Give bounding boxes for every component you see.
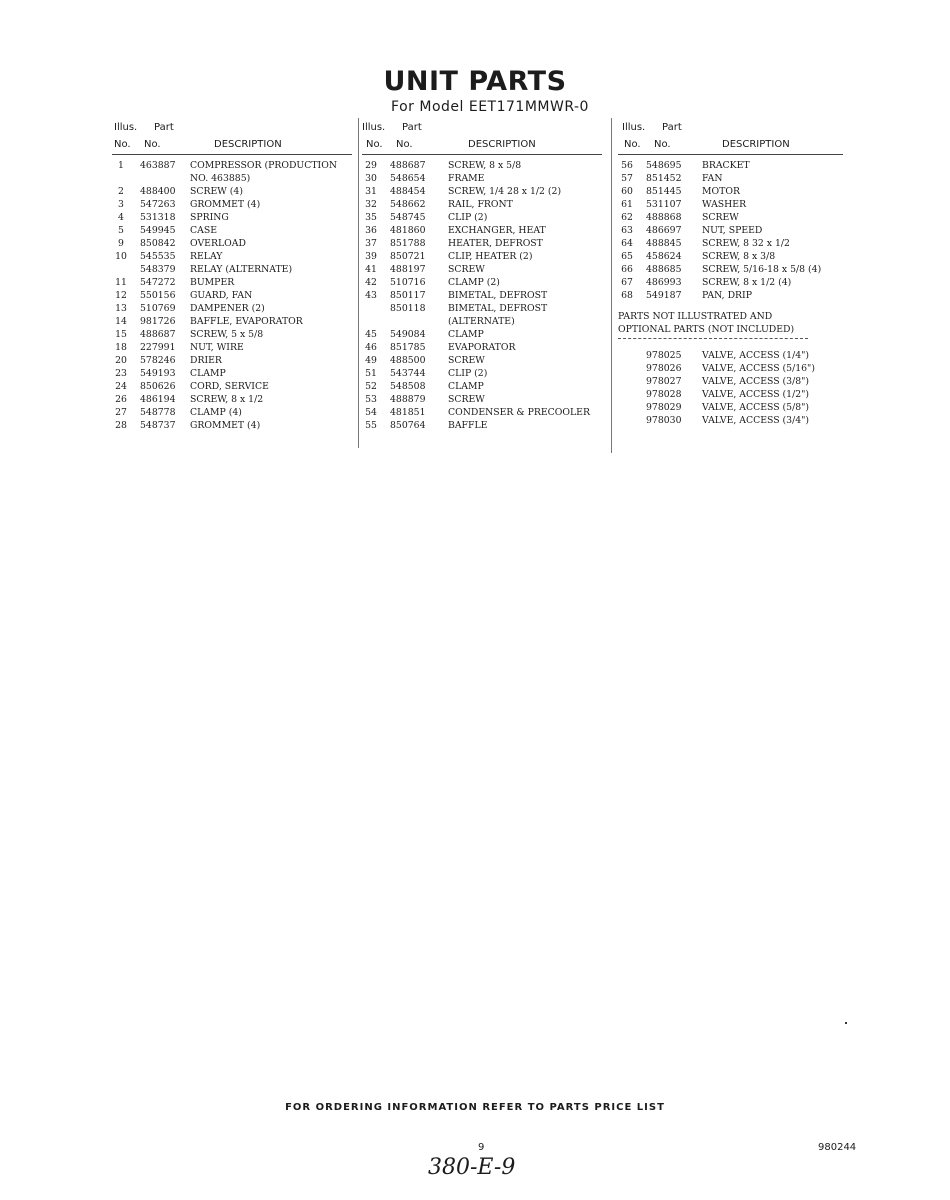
part-number: 978028 — [646, 389, 682, 400]
part-row — [112, 406, 352, 419]
part-description: SCREW, 8 x 3/8 — [702, 251, 776, 262]
part-row — [112, 276, 352, 289]
part-no-label: No. — [396, 139, 413, 150]
part-number: 458624 — [646, 251, 682, 262]
part-row — [112, 198, 352, 211]
part-number: 488454 — [390, 186, 426, 197]
part-number: 548745 — [390, 212, 426, 223]
part-description: RAIL, FRONT — [448, 199, 513, 210]
illus-number: 28 — [115, 420, 127, 431]
part-row — [618, 250, 843, 263]
part-row — [362, 250, 602, 263]
part-number: 549187 — [646, 290, 682, 301]
part-number: 227991 — [140, 342, 176, 353]
illus-number: 45 — [365, 329, 377, 340]
part-row — [618, 263, 843, 276]
illus-number: 24 — [115, 381, 127, 392]
part-row — [618, 401, 843, 414]
part-description: CLAMP (4) — [190, 407, 242, 418]
part-description: EXCHANGER, HEAT — [448, 225, 546, 236]
illus-number: 9 — [118, 238, 124, 249]
part-number: 850117 — [390, 290, 426, 301]
part-number: 548778 — [140, 407, 176, 418]
part-number: 850626 — [140, 381, 176, 392]
part-number: 548695 — [646, 160, 682, 171]
parts-column-2 — [362, 118, 602, 432]
part-number: 488685 — [646, 264, 682, 275]
part-number: 510716 — [390, 277, 426, 288]
part-description: CLAMP — [190, 368, 226, 379]
part-row — [112, 211, 352, 224]
illus-number: 66 — [621, 264, 633, 275]
part-row — [112, 302, 352, 315]
part-row — [112, 237, 352, 250]
part-row — [112, 328, 352, 341]
part-number: 547263 — [140, 199, 176, 210]
part-row — [112, 185, 352, 198]
part-description: NUT, SPEED — [702, 225, 763, 236]
illus-number: 27 — [115, 407, 127, 418]
part-number: 981726 — [140, 316, 176, 327]
part-number: 978030 — [646, 415, 682, 426]
part-number: 488197 — [390, 264, 426, 275]
illus-number: 36 — [365, 225, 377, 236]
part-row — [618, 198, 843, 211]
illus-number: 2 — [118, 186, 124, 197]
column-divider — [611, 118, 612, 453]
illus-number: 18 — [115, 342, 127, 353]
part-description: SCREW — [448, 264, 485, 275]
part-description: CLAMP — [448, 381, 484, 392]
parts-column-1 — [112, 118, 352, 432]
part-row — [618, 362, 843, 375]
parts-list — [618, 159, 843, 302]
illus-number: 30 — [365, 173, 377, 184]
column-header — [618, 118, 843, 158]
part-description: OVERLOAD — [190, 238, 246, 249]
part-row — [618, 211, 843, 224]
part-row — [112, 172, 352, 185]
part-description: FRAME — [448, 173, 485, 184]
part-row — [112, 354, 352, 367]
part-description: EVAPORATOR — [448, 342, 516, 353]
part-description: CORD, SERVICE — [190, 381, 269, 392]
part-row — [362, 328, 602, 341]
part-description: CLIP, HEATER (2) — [448, 251, 533, 262]
illus-number: 3 — [118, 199, 124, 210]
part-number: 548379 — [140, 264, 176, 275]
part-number: 850118 — [390, 303, 426, 314]
part-description: SCREW (4) — [190, 186, 243, 197]
part-description: NUT, WIRE — [190, 342, 244, 353]
part-description: RELAY — [190, 251, 223, 262]
illus-number: 13 — [115, 303, 127, 314]
part-number: 545535 — [140, 251, 176, 262]
illus-no-label: No. — [114, 139, 131, 150]
part-row — [362, 172, 602, 185]
illus-number: 41 — [365, 264, 377, 275]
part-number: 978026 — [646, 363, 682, 374]
part-row — [618, 224, 843, 237]
part-description: CONDENSER & PRECOOLER — [448, 407, 590, 418]
illus-number: 5 — [118, 225, 124, 236]
part-number: 549945 — [140, 225, 176, 236]
illus-number: 26 — [115, 394, 127, 405]
note-line-2: OPTIONAL PARTS (NOT INCLUDED) — [618, 324, 795, 335]
illus-number: 57 — [621, 173, 633, 184]
optional-parts-list — [618, 349, 843, 427]
part-number: 549084 — [390, 329, 426, 340]
part-description: DAMPENER (2) — [190, 303, 265, 314]
part-description: PAN, DRIP — [702, 290, 752, 301]
illus-number: 4 — [118, 212, 124, 223]
illus-number: 35 — [365, 212, 377, 223]
header-rule — [362, 154, 602, 155]
page-title: UNIT PARTS — [383, 66, 567, 97]
part-row — [362, 406, 602, 419]
part-description: CLIP (2) — [448, 368, 488, 379]
part-description: CLAMP (2) — [448, 277, 500, 288]
part-description: BIMETAL, DEFROST — [448, 290, 548, 301]
illus-label: Illus. — [362, 122, 386, 133]
illus-number: 51 — [365, 368, 377, 379]
part-row — [362, 302, 602, 315]
part-row — [618, 414, 843, 427]
parts-list — [112, 159, 352, 432]
part-description: CLIP (2) — [448, 212, 488, 223]
part-description: SCREW, 5/16-18 x 5/8 (4) — [702, 264, 822, 275]
not-illustrated-note — [618, 310, 843, 336]
part-number: 488879 — [390, 394, 426, 405]
illus-number: 42 — [365, 277, 377, 288]
part-description: VALVE, ACCESS (3/8") — [702, 376, 810, 387]
part-number: 510769 — [140, 303, 176, 314]
illus-number: 10 — [115, 251, 127, 262]
part-description: GROMMET (4) — [190, 199, 261, 210]
part-row — [362, 263, 602, 276]
illus-number: 15 — [115, 329, 127, 340]
part-row — [362, 198, 602, 211]
parts-list — [362, 159, 602, 432]
part-row — [112, 289, 352, 302]
part-number: 488868 — [646, 212, 682, 223]
part-row — [112, 367, 352, 380]
part-number: 548654 — [390, 173, 426, 184]
part-number: 978029 — [646, 402, 682, 413]
part-row — [112, 224, 352, 237]
part-row — [618, 237, 843, 250]
part-row — [362, 393, 602, 406]
part-number: 850842 — [140, 238, 176, 249]
part-description: GUARD, FAN — [190, 290, 253, 301]
part-description: BRACKET — [702, 160, 750, 171]
part-row — [112, 380, 352, 393]
part-row — [618, 349, 843, 362]
part-number: 851445 — [646, 186, 682, 197]
illus-number: 62 — [621, 212, 633, 223]
part-description: SCREW — [448, 394, 485, 405]
part-description: SCREW, 1/4 28 x 1/2 (2) — [448, 186, 562, 197]
part-label: Part — [662, 122, 682, 133]
part-label: Part — [154, 122, 174, 133]
part-description: BIMETAL, DEFROST — [448, 303, 548, 314]
illus-number: 29 — [365, 160, 377, 171]
part-number: 851452 — [646, 173, 682, 184]
part-row — [362, 237, 602, 250]
part-description: HEATER, DEFROST — [448, 238, 543, 249]
part-description: VALVE, ACCESS (1/4") — [702, 350, 810, 361]
part-number: 486194 — [140, 394, 176, 405]
part-row — [362, 315, 602, 328]
document-number: 980244 — [818, 1142, 857, 1153]
part-description: MOTOR — [702, 186, 740, 197]
part-number: 486697 — [646, 225, 682, 236]
part-number: 548737 — [140, 420, 176, 431]
illus-number: 60 — [621, 186, 633, 197]
part-number: 531107 — [646, 199, 682, 210]
part-description: CASE — [190, 225, 217, 236]
illus-label: Illus. — [622, 122, 646, 133]
part-number: 850721 — [390, 251, 426, 262]
parts-column-3 — [618, 118, 843, 427]
part-number: 488400 — [140, 186, 176, 197]
description-label: DESCRIPTION — [722, 139, 790, 150]
part-description: VALVE, ACCESS (5/8") — [702, 402, 810, 413]
illus-number: 14 — [115, 316, 127, 327]
part-row — [362, 276, 602, 289]
illus-number: 53 — [365, 394, 377, 405]
page-number: 9 — [478, 1142, 485, 1153]
part-number: 549193 — [140, 368, 176, 379]
illus-number: 54 — [365, 407, 377, 418]
illus-number: 63 — [621, 225, 633, 236]
part-description: SPRING — [190, 212, 229, 223]
part-description: NO. 463885) — [190, 173, 251, 184]
illus-number: 52 — [365, 381, 377, 392]
model-subtitle: For Model EET171MMWR-0 — [391, 99, 589, 115]
part-row — [112, 159, 352, 172]
header-rule — [618, 154, 843, 155]
illus-label: Illus. — [114, 122, 138, 133]
illus-no-label: No. — [624, 139, 641, 150]
part-row — [362, 185, 602, 198]
part-description: DRIER — [190, 355, 222, 366]
part-number: 481860 — [390, 225, 426, 236]
part-row — [362, 341, 602, 354]
part-number: 488500 — [390, 355, 426, 366]
part-number: 851785 — [390, 342, 426, 353]
part-description: COMPRESSOR (PRODUCTION — [190, 160, 337, 171]
part-description: RELAY (ALTERNATE) — [190, 264, 293, 275]
part-description: SCREW — [702, 212, 739, 223]
part-no-label: No. — [654, 139, 671, 150]
part-description: BUMPER — [190, 277, 235, 288]
part-row — [618, 388, 843, 401]
part-row — [618, 276, 843, 289]
part-description: GROMMET (4) — [190, 420, 261, 431]
part-number: 978027 — [646, 376, 682, 387]
part-label: Part — [402, 122, 422, 133]
part-row — [362, 419, 602, 432]
part-description: SCREW, 5 x 5/8 — [190, 329, 264, 340]
part-description: BAFFLE, EVAPORATOR — [190, 316, 303, 327]
part-row — [112, 315, 352, 328]
part-row — [362, 367, 602, 380]
note-divider — [618, 338, 808, 339]
part-row — [362, 289, 602, 302]
part-number: 851788 — [390, 238, 426, 249]
illus-number: 46 — [365, 342, 377, 353]
part-row — [112, 341, 352, 354]
part-row — [112, 250, 352, 263]
part-description: SCREW, 8 32 x 1/2 — [702, 238, 790, 249]
part-row — [618, 375, 843, 388]
part-number: 531318 — [140, 212, 176, 223]
part-description: CLAMP — [448, 329, 484, 340]
column-divider — [358, 118, 359, 448]
illus-number: 67 — [621, 277, 633, 288]
illus-number: 64 — [621, 238, 633, 249]
part-description: VALVE, ACCESS (5/16") — [702, 363, 815, 374]
part-number: 463887 — [140, 160, 176, 171]
part-description: SCREW, 8 x 5/8 — [448, 160, 522, 171]
illus-number: 37 — [365, 238, 377, 249]
part-number: 543744 — [390, 368, 426, 379]
part-number: 578246 — [140, 355, 176, 366]
part-row — [112, 419, 352, 432]
part-row — [362, 354, 602, 367]
illus-number: 49 — [365, 355, 377, 366]
illus-number: 61 — [621, 199, 633, 210]
illus-number: 55 — [365, 420, 377, 431]
part-number: 548662 — [390, 199, 426, 210]
part-description: SCREW, 8 x 1/2 — [190, 394, 264, 405]
part-row — [618, 185, 843, 198]
part-row — [362, 224, 602, 237]
part-number: 488687 — [390, 160, 426, 171]
part-number: 547272 — [140, 277, 176, 288]
part-number: 550156 — [140, 290, 176, 301]
part-number: 486993 — [646, 277, 682, 288]
speck — [845, 1022, 847, 1024]
illus-number: 1 — [118, 160, 124, 171]
part-no-label: No. — [144, 139, 161, 150]
part-row — [112, 393, 352, 406]
illus-number: 56 — [621, 160, 633, 171]
part-number: 978025 — [646, 350, 682, 361]
illus-number: 20 — [115, 355, 127, 366]
part-number: 488687 — [140, 329, 176, 340]
part-row — [618, 159, 843, 172]
illus-number: 31 — [365, 186, 377, 197]
illus-number: 39 — [365, 251, 377, 262]
illus-number: 11 — [115, 277, 127, 288]
note-line-1: PARTS NOT ILLUSTRATED AND — [618, 311, 773, 322]
part-description: VALVE, ACCESS (1/2") — [702, 389, 810, 400]
part-description: SCREW, 8 x 1/2 (4) — [702, 277, 792, 288]
illus-number: 32 — [365, 199, 377, 210]
illus-no-label: No. — [366, 139, 383, 150]
part-row — [362, 159, 602, 172]
part-number: 548508 — [390, 381, 426, 392]
part-row — [112, 263, 352, 276]
description-label: DESCRIPTION — [214, 139, 282, 150]
part-description: (ALTERNATE) — [448, 316, 515, 327]
column-header — [362, 118, 602, 158]
header-rule — [112, 154, 352, 155]
illus-number: 12 — [115, 290, 127, 301]
part-row — [362, 380, 602, 393]
part-description: WASHER — [702, 199, 747, 210]
handwritten-annotation: 380-E-9 — [428, 1155, 516, 1180]
description-label: DESCRIPTION — [468, 139, 536, 150]
part-description: SCREW — [448, 355, 485, 366]
ordering-footer: FOR ORDERING INFORMATION REFER TO PARTS PRICE LIST — [285, 1102, 665, 1113]
part-description: VALVE, ACCESS (3/4") — [702, 415, 810, 426]
column-header — [112, 118, 352, 158]
illus-number: 43 — [365, 290, 377, 301]
part-description: FAN — [702, 173, 723, 184]
part-number: 850764 — [390, 420, 426, 431]
illus-number: 65 — [621, 251, 633, 262]
part-row — [618, 289, 843, 302]
part-number: 481851 — [390, 407, 426, 418]
illus-number: 68 — [621, 290, 633, 301]
part-row — [362, 211, 602, 224]
part-row — [618, 172, 843, 185]
part-description: BAFFLE — [448, 420, 488, 431]
part-number: 488845 — [646, 238, 682, 249]
illus-number: 23 — [115, 368, 127, 379]
